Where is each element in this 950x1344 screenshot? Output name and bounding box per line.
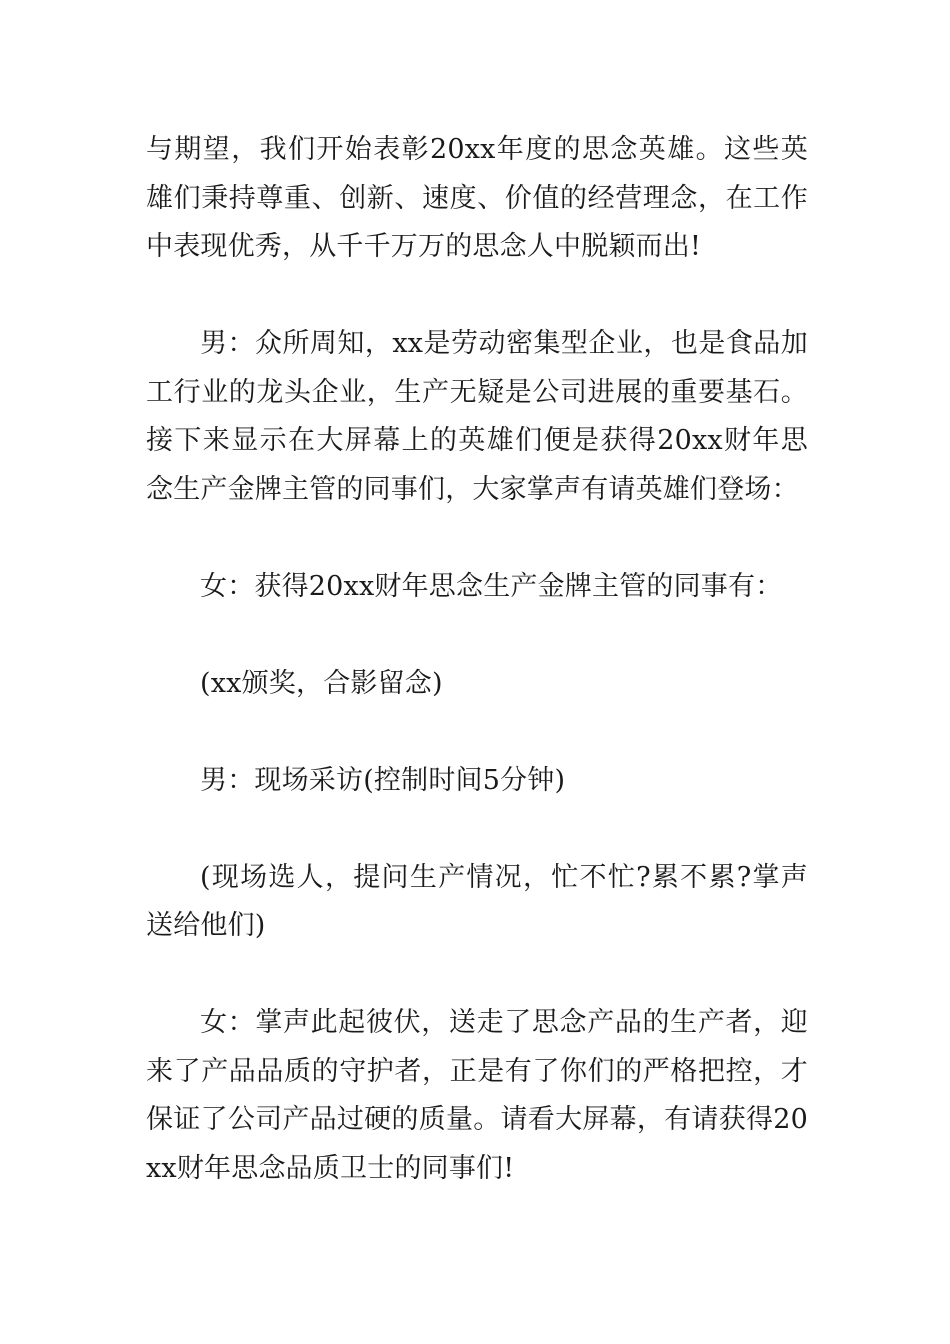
paragraph-2: 男：众所周知，xx是劳动密集型企业，也是食品加工行业的龙头企业，生产无疑是公司进展的重要基石。接下来显示在大屏幕上的英雄们便是获得20xx财年思念生产金牌主管的同事们，大家掌声有请英雄们登场： — [146, 328, 808, 505]
paragraph-1: 与期望，我们开始表彰20xx年度的思念英雄。这些英雄们秉持尊重、创新、速度、价值的经营理念，在工作中表现优秀，从千千万万的思念人中脱颖而出! — [146, 134, 808, 262]
paragraph-7: 女：掌声此起彼伏，送走了思念产品的生产者，迎来了产品品质的守护者，正是有了你们的严格把控，才保证了公司产品过硬的质量。请看大屏幕，有请获得20xx财年思念品质卫士的同事们! — [146, 1007, 808, 1184]
paragraph-4: (xx颁奖，合影留念) — [200, 667, 443, 699]
paragraph-6: (现场选人，提问生产情况，忙不忙?累不累?掌声送给他们) — [146, 861, 808, 941]
paragraph-5: 男：现场采访(控制时间5分钟) — [200, 764, 566, 796]
document-body — [146, 126, 808, 1242]
paragraph-3: 女：获得20xx财年思念生产金牌主管的同事有： — [200, 570, 783, 602]
